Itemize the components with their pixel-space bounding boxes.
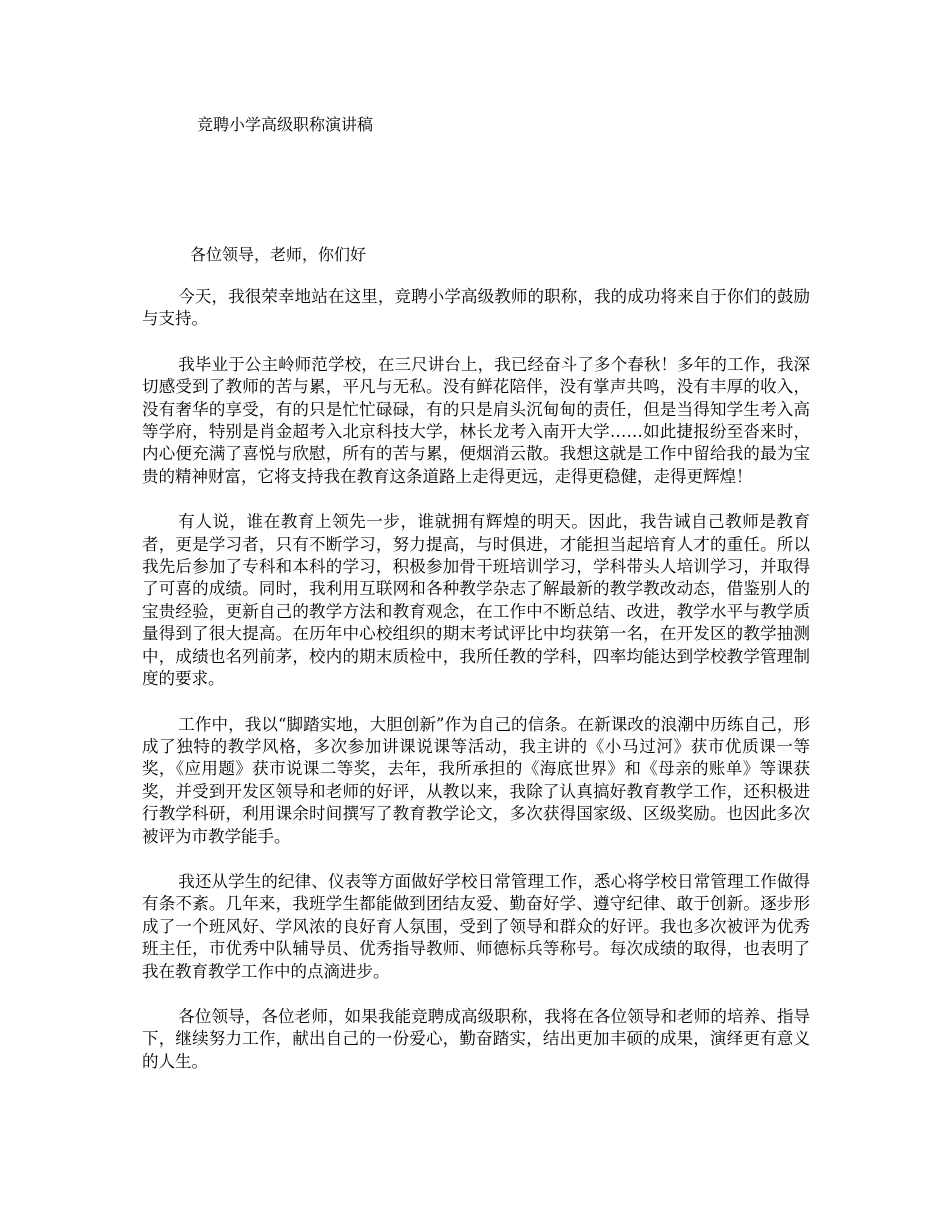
- greeting-line: 各位领导，老师，你们好: [190, 245, 367, 264]
- paragraph-class-management: 我还从学生的纪律、仪表等方面做好学校日常管理工作，悉心将学校日常管理工作做得有条不紊。几年来，我班学生都能做到团结友爱、勤奋好学、遵守纪律、敢于创新。逐步形成了一个班风好、学风浓的良好育人氛围，受到了领导和群众的好评。我也多次被评为优秀班主任，市优秀中队辅导员、优秀指导教师、师德标兵等称号。每次成绩的取得，也表明了我在教育教学工作中的点滴进步。: [142, 871, 810, 981]
- document-title: 竞聘小学高级职称演讲稿: [197, 115, 374, 134]
- paragraph-career: 我毕业于公主岭师范学校，在三尺讲台上，我已经奋斗了多个春秋！多年的工作，我深切感受到了教师的苦与累，平凡与无私。没有鲜花陪伴，没有掌声共鸣，没有丰厚的收入，没有奢华的享受，有的只是忙忙碌碌，有的只是肩头沉甸甸的责任，但是当得知学生考入高等学府，特别是肖金超考入北京科技大学，林长龙考入南开大学……如此捷报纷至沓来时，内心便充满了喜悦与欣慰，所有的苦与累，便烟消云散。我想这就是工作中留给我的最为宝贵的精神财富，它将支持我在教育这条道路上走得更远，走得更稳健，走得更辉煌！: [142, 354, 810, 486]
- paragraph-closing: 各位领导，各位老师，如果我能竞聘成高级职称，我将在各位领导和老师的培养、指导下，继续努力工作，献出自己的一份爱心，勤奋踏实，结出更加丰硕的成果，演绎更有意义的人生。: [142, 1006, 810, 1071]
- paragraph-learning: 有人说，谁在教育上领先一步，谁就拥有辉煌的明天。因此，我告诫自己教师是教育者，更是学习者，只有不断学习，努力提高，与时俱进，才能担当起培育人才的重任。所以我先后参加了专科和本科的学习，积极参加骨干班培训学习，学科带头人培训学习，并取得了可喜的成绩。同时，我利用互联网和各种教学杂志了解最新的教学教改动态，借鉴别人的宝贵经验，更新自己的教学方法和教育观念，在工作中不断总结、改进，教学水平与教学质量得到了很大提高。在历年中心校组织的期末考试评比中均获第一名，在开发区的教学抽测中，成绩也名列前茅，校内的期末质检中，我所任教的学科，四率均能达到学校教学管理制度的要求。: [142, 512, 810, 689]
- speech-body: [142, 286, 810, 1096]
- paragraph-teaching-awards: 工作中，我以“脚踏实地，大胆创新”作为自己的信条。在新课改的浪潮中历练自己，形成了独特的教学风格，多次参加讲课说课等活动，我主讲的《小马过河》获市优质课一等奖，《应用题》获市说课二等奖，去年，我所承担的《海底世界》和《母亲的账单》等课获奖，并受到开发区领导和老师的好评，从教以来，我除了认真搞好教育教学工作，还积极进行教学科研，利用课余时间撰写了教育教学论文，多次获得国家级、区级奖励。也因此多次被评为市教学能手。: [142, 714, 810, 846]
- paragraph-intro: 今天，我很荣幸地站在这里，竞聘小学高级教师的职称，我的成功将来自于你们的鼓励与支持。: [142, 287, 810, 329]
